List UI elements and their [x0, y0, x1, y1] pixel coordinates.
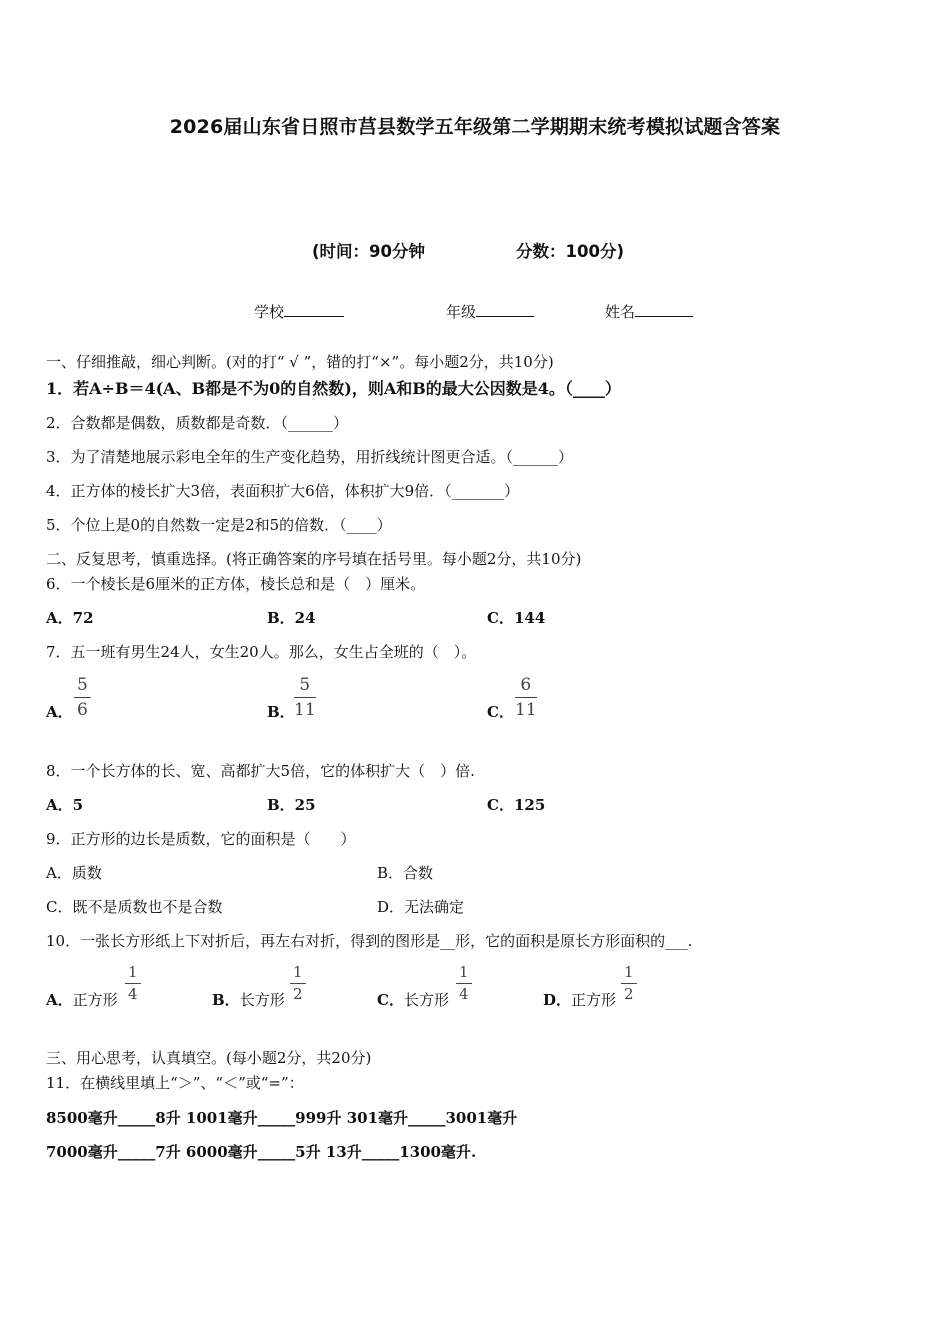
q10-c-shape: 长方形 — [403, 991, 449, 1009]
section3-heading: 三、用心思考，认真填空。(每小题2分，共20分) — [46, 1049, 372, 1067]
school-field[interactable] — [254, 301, 344, 322]
q9-option-d[interactable]: D．无法确定 — [377, 898, 465, 916]
q7-a-numerator: 5 — [74, 675, 91, 698]
question-9: 9．正方形的边长是质数，它的面积是（ ） — [46, 830, 356, 848]
question-11: 11．在横线里填上“＞”、“＜”或“=”： — [46, 1074, 304, 1092]
q7-b-denominator: 11 — [294, 700, 316, 720]
q6-option-a[interactable]: A．72 — [46, 609, 94, 627]
section2-heading: 二、反复思考，慎重选择。(将正确答案的序号填在括号里。每小题2分，共10分) — [46, 550, 582, 568]
exam-time: (时间：90分钟 — [312, 242, 426, 261]
grade-label: 年级 — [446, 303, 477, 321]
name-label: 姓名 — [605, 303, 636, 321]
question-8: 8．一个长方体的长、宽、高都扩大5倍，它的体积扩大（ ）倍. — [46, 762, 475, 780]
page-title: 2026届山东省日照市莒县数学五年级第二学期期末统考模拟试题含答案 — [169, 116, 781, 138]
q8-option-a[interactable]: A．5 — [46, 796, 84, 814]
q11-row-2: 7000毫升_____7升 6000毫升_____5升 13升_____1300毫升. — [46, 1143, 477, 1161]
q10-option-b[interactable] — [212, 989, 285, 1010]
q10-c-denominator: 4 — [459, 985, 469, 1003]
q10-d-numerator: 1 — [621, 964, 637, 984]
q7-b-numerator: 5 — [294, 675, 316, 698]
section1-heading: 一、仔细推敲，细心判断。(对的打“ √ ”，错的打“×”。每小题2分，共10分) — [46, 353, 554, 371]
q6-option-b[interactable]: B．24 — [267, 609, 316, 627]
q7-option-b[interactable]: B． — [267, 703, 295, 721]
q10-a-denominator: 4 — [128, 985, 138, 1003]
q9-option-a[interactable]: A．质数 — [46, 864, 102, 882]
grade-field[interactable] — [446, 301, 534, 322]
q10-a-numerator: 1 — [125, 964, 141, 984]
q6-option-c[interactable]: C．144 — [487, 609, 546, 627]
q7-option-c[interactable]: C． — [487, 703, 514, 721]
q10-b-numerator: 1 — [290, 964, 306, 984]
q10-fraction-c — [456, 964, 472, 1003]
q10-fraction-d — [621, 964, 637, 1003]
q10-d-label: D． — [543, 991, 572, 1009]
q10-b-denominator: 2 — [293, 985, 303, 1003]
q10-fraction-b — [290, 964, 306, 1003]
q10-fraction-a — [125, 964, 141, 1003]
q10-option-d[interactable] — [543, 989, 616, 1010]
q7-c-denominator: 11 — [515, 700, 537, 720]
q10-d-shape: 正方形 — [571, 991, 617, 1009]
q7-option-a[interactable]: A． — [46, 703, 73, 721]
q7-c-numerator: 6 — [515, 675, 537, 698]
q9-option-c[interactable]: C．既不是质数也不是合数 — [46, 898, 223, 916]
question-10: 10．一张长方形纸上下对折后，再左右对折，得到的图形是__形，它的面积是原长方形面积的___. — [46, 932, 693, 950]
q10-a-shape: 正方形 — [72, 991, 118, 1009]
question-5: 5．个位上是0的自然数一定是2和5的倍数．（____） — [46, 516, 392, 534]
q7-fraction-a — [74, 675, 91, 720]
exam-score: 分数：100分) — [516, 242, 624, 261]
question-1: 1．若A÷B＝4(A、B都是不为0的自然数)，则A和B的最大公因数是4。（____） — [46, 379, 621, 398]
q8-option-b[interactable]: B．25 — [267, 796, 316, 814]
q10-b-label: B． — [212, 991, 240, 1009]
q9-option-b[interactable]: B．合数 — [377, 864, 434, 882]
question-7: 7．五一班有男生24人，女生20人。那么，女生占全班的（ ）。 — [46, 643, 477, 661]
question-4: 4．正方体的棱长扩大3倍，表面积扩大6倍，体积扩大9倍．（_______） — [46, 482, 520, 500]
name-field[interactable] — [605, 301, 693, 322]
question-2: 2．合数都是偶数，质数都是奇数．（______） — [46, 414, 349, 432]
q10-b-shape: 长方形 — [239, 991, 285, 1009]
q10-d-denominator: 2 — [624, 985, 634, 1003]
q11-row-1: 8500毫升_____8升 1001毫升_____999升 301毫升_____3001毫升 — [46, 1109, 518, 1127]
q8-option-c[interactable]: C．125 — [487, 796, 546, 814]
q10-a-label: A． — [46, 991, 73, 1009]
q7-fraction-c — [515, 675, 537, 720]
q7-a-denominator: 6 — [77, 700, 88, 720]
question-3: 3．为了清楚地展示彩电全年的生产变化趋势，用折线统计图更合适。（______） — [46, 448, 574, 466]
q10-c-numerator: 1 — [456, 964, 472, 984]
q10-option-c[interactable] — [377, 989, 449, 1010]
q7-fraction-b — [294, 675, 316, 720]
question-6: 6．一个棱长是6厘米的正方体，棱长总和是（ ）厘米。 — [46, 575, 426, 593]
q10-option-a[interactable] — [46, 989, 118, 1010]
school-label: 学校 — [254, 303, 285, 321]
q10-c-label: C． — [377, 991, 404, 1009]
